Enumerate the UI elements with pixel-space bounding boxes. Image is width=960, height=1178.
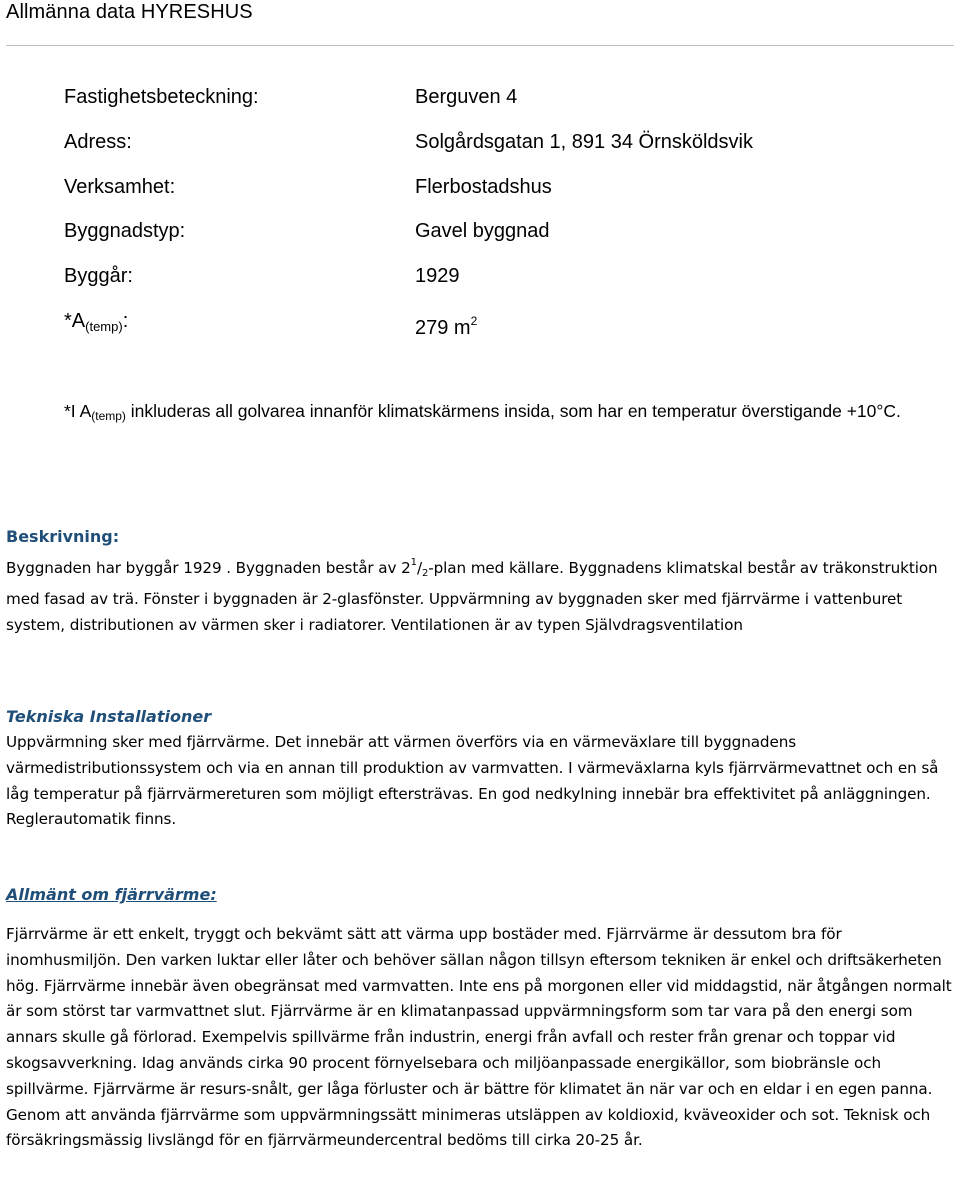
fjarrvarme-section xyxy=(6,882,956,1154)
atemp-label xyxy=(64,308,128,340)
fact-row-atemp xyxy=(64,308,924,353)
atemp-label-prefix: *A xyxy=(64,309,86,332)
atemp-value-text: 279 m xyxy=(415,316,471,339)
beskrivning-heading: Beskrivning: xyxy=(6,527,120,546)
fact-row xyxy=(64,84,924,129)
fact-value: Berguven 4 xyxy=(415,86,518,108)
page-title: Allmänna data HYRESHUS xyxy=(6,1,253,23)
tekniska-text: Uppvärmning sker med fjärrvärme. Det innebär att värmen överförs via en värmeväxlare till byggnadens värmedistributionssystem och via en annan till produktion av varmvatten. I värmeväxlarna kyls fjärrvärmevattnet och en så låg temperatur på fjärrvärmereturen som möjligt eftersträvas. En god nedkylning innebär bra effektivitet på anläggningen. Reglerautomatik finns. xyxy=(6,733,939,829)
beskrivning-text xyxy=(6,550,956,638)
note-sub: (temp) xyxy=(91,409,126,423)
atemp-value-sup: 2 xyxy=(470,313,478,328)
note-prefix: *I A xyxy=(64,401,92,421)
atemp-footnote xyxy=(64,398,944,429)
fraction-denominator: 2 xyxy=(421,568,429,579)
beskrivning-part2: -plan med källare. Byggnadens klimatskal består av träkonstruktion med fasad av trä. Fönster i byggnaden är 2-glasfönster. Uppvärmning av byggnaden sker med fjärrvärme i vattenburet system, distributionen av värmen sker i radiatorer. Ventilationen är av typen Självdragsventilation xyxy=(6,559,938,634)
fact-value: Solgårdsgatan 1, 891 34 Örnsköldsvik xyxy=(415,130,753,153)
beskrivning-part1: Byggnaden har byggår 1929 . Byggnaden består av 2 xyxy=(6,559,411,577)
fraction-slash: / xyxy=(416,559,422,577)
fact-label: Fastighetsbeteckning: xyxy=(64,86,259,108)
beskrivning-section xyxy=(6,524,956,638)
fact-row xyxy=(64,263,924,308)
property-facts xyxy=(64,84,924,353)
atemp-value xyxy=(415,308,477,341)
header-divider xyxy=(6,45,954,46)
fact-label: Byggår: xyxy=(64,265,133,288)
fact-label: Byggnadstyp: xyxy=(64,220,186,243)
atemp-label-suffix: : xyxy=(122,309,129,332)
fjarrvarme-heading: Allmänt om fjärrvärme: xyxy=(6,885,217,904)
fact-value: Flerbostadshus xyxy=(415,175,552,198)
fact-label: Adress: xyxy=(64,130,132,153)
fact-value: 1929 xyxy=(415,265,460,288)
atemp-label-sub: (temp) xyxy=(85,318,123,334)
fact-row xyxy=(64,129,924,174)
note-text: inkluderas all golvarea innanför klimatskärmens insida, som har en temperatur överstigande +10°C. xyxy=(125,401,901,421)
fact-row xyxy=(64,218,924,263)
fact-value: Gavel byggnad xyxy=(415,220,550,243)
fact-label: Verksamhet: xyxy=(64,175,176,198)
tekniska-section xyxy=(6,704,956,833)
fact-row xyxy=(64,174,924,219)
fjarrvarme-text: Fjärrvärme är ett enkelt, tryggt och bekvämt sätt att värma upp bostäder med. Fjärrvärme är dessutom bra för inomhusmiljön. Den varken luktar eller låter och behöver sällan någon tillsyn eftersom tekniken är enkel och driftsäkerheten hög. Fjärrvärme innebär även obegränsat med varmvatten. Inte ens på morgonen eller vid middagstid, när åtgången normalt är som störst tar varmvattnet slut. Fjärrvärme är en klimatanpassad uppvärmningsform som tar vara på den energi som annars skulle gå förlorad. Exempelvis spillvärme från industrin, energi från avfall och rester från grenar och toppar vid skogsavverkning. Idag används cirka 90 procent förnyelsebara och miljöanpassade energikällor, som biobränsle och spillvärme. Fjärrvärme är resurs-snålt, ger låga förluster och är bättre för klimatet än när var och en eldar i en egen panna. Genom att använda fjärrvärme som uppvärmningssätt minimeras utsläppen av koldioxid, kväveoxider och sot. Teknisk och försäkringsmässig livslängd för en fjärrvärmeundercentral bedöms till cirka 20-25 år. xyxy=(6,925,952,1150)
tekniska-heading: Tekniska Installationer xyxy=(6,707,212,726)
fraction-numerator: 1 xyxy=(410,557,417,568)
